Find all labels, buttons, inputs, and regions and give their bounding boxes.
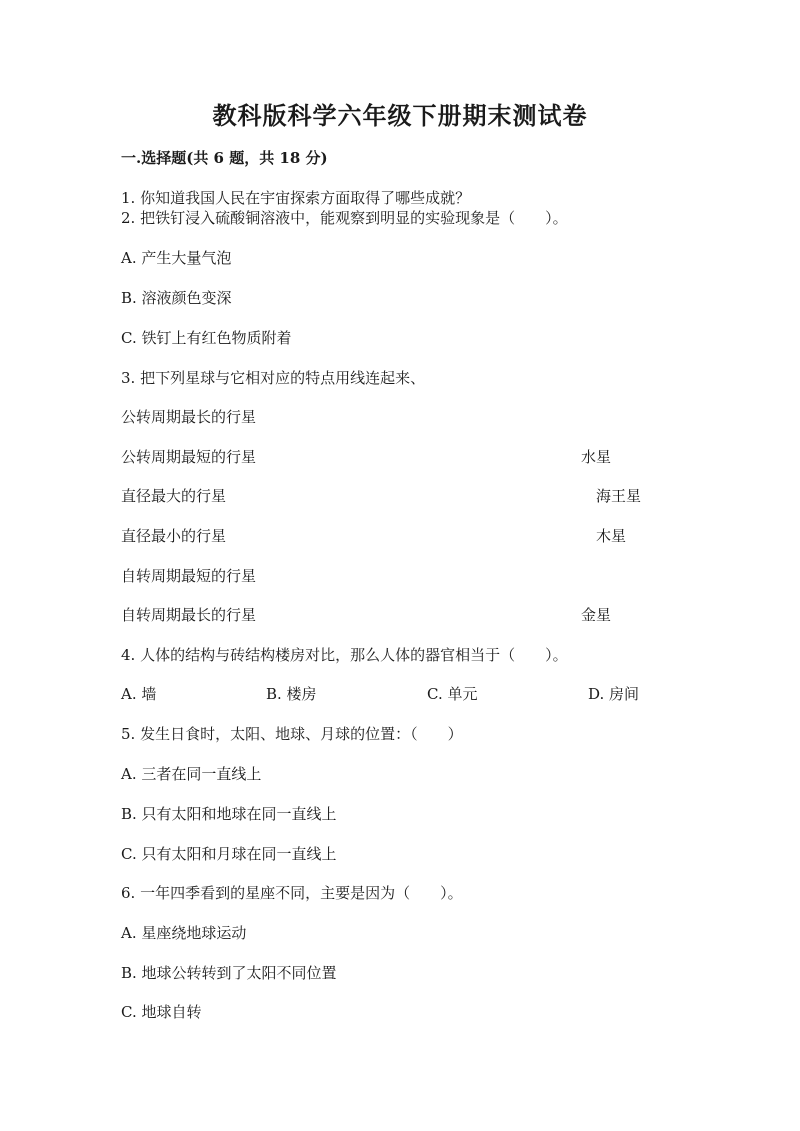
- question-6: 6. 一年四季看到的星座不同，主要是因为（ ）。: [121, 884, 463, 902]
- match-left-item: 公转周期最长的行星: [121, 408, 257, 426]
- match-left-item: 公转周期最短的行星: [121, 448, 257, 466]
- question-6-option-c: C. 地球自转: [121, 1003, 202, 1021]
- question-2-option-b: B. 溶液颜色变深: [121, 289, 232, 307]
- match-left-item: 直径最大的行星: [121, 487, 227, 505]
- question-5-option-b: B. 只有太阳和地球在同一直线上: [121, 805, 337, 823]
- question-6-option-a: A. 星座绕地球运动: [121, 924, 247, 942]
- question-4-option-c: C. 单元: [427, 685, 478, 703]
- match-left-item: 直径最小的行星: [121, 527, 227, 545]
- section-heading: 一.选择题(共 6 题，共 18 分): [121, 149, 328, 167]
- question-2: 2. 把铁钉浸入硫酸铜溶液中，能观察到明显的实验现象是（ ）。: [121, 209, 568, 227]
- question-2-option-a: A. 产生大量气泡: [121, 249, 232, 267]
- match-right-item: 金星: [581, 606, 612, 624]
- question-4-option-b: B. 楼房: [266, 685, 317, 703]
- question-6-option-b: B. 地球公转转到了太阳不同位置: [121, 964, 337, 982]
- question-3: 3. 把下列星球与它相对应的特点用线连起来、: [121, 369, 426, 387]
- question-5: 5. 发生日食时，太阳、地球、月球的位置：（ ）: [121, 725, 463, 743]
- question-2-option-c: C. 铁钉上有红色物质附着: [121, 329, 292, 347]
- question-5-option-c: C. 只有太阳和月球在同一直线上: [121, 845, 337, 863]
- question-1: 1. 你知道我国人民在宇宙探索方面取得了哪些成就？: [121, 189, 471, 207]
- question-4: 4. 人体的结构与砖结构楼房对比，那么人体的器官相当于（ ）。: [121, 646, 568, 664]
- match-right-item: 海王星: [596, 487, 642, 505]
- page-title: 教科版科学六年级下册期末测试卷: [212, 101, 588, 130]
- question-4-option-d: D. 房间: [588, 685, 640, 703]
- match-left-item: 自转周期最短的行星: [121, 567, 257, 585]
- question-4-option-a: A. 墙: [121, 685, 157, 703]
- match-right-item: 木星: [596, 527, 627, 545]
- match-right-item: 水星: [581, 448, 612, 466]
- match-left-item: 自转周期最长的行星: [121, 606, 257, 624]
- question-5-option-a: A. 三者在同一直线上: [121, 765, 262, 783]
